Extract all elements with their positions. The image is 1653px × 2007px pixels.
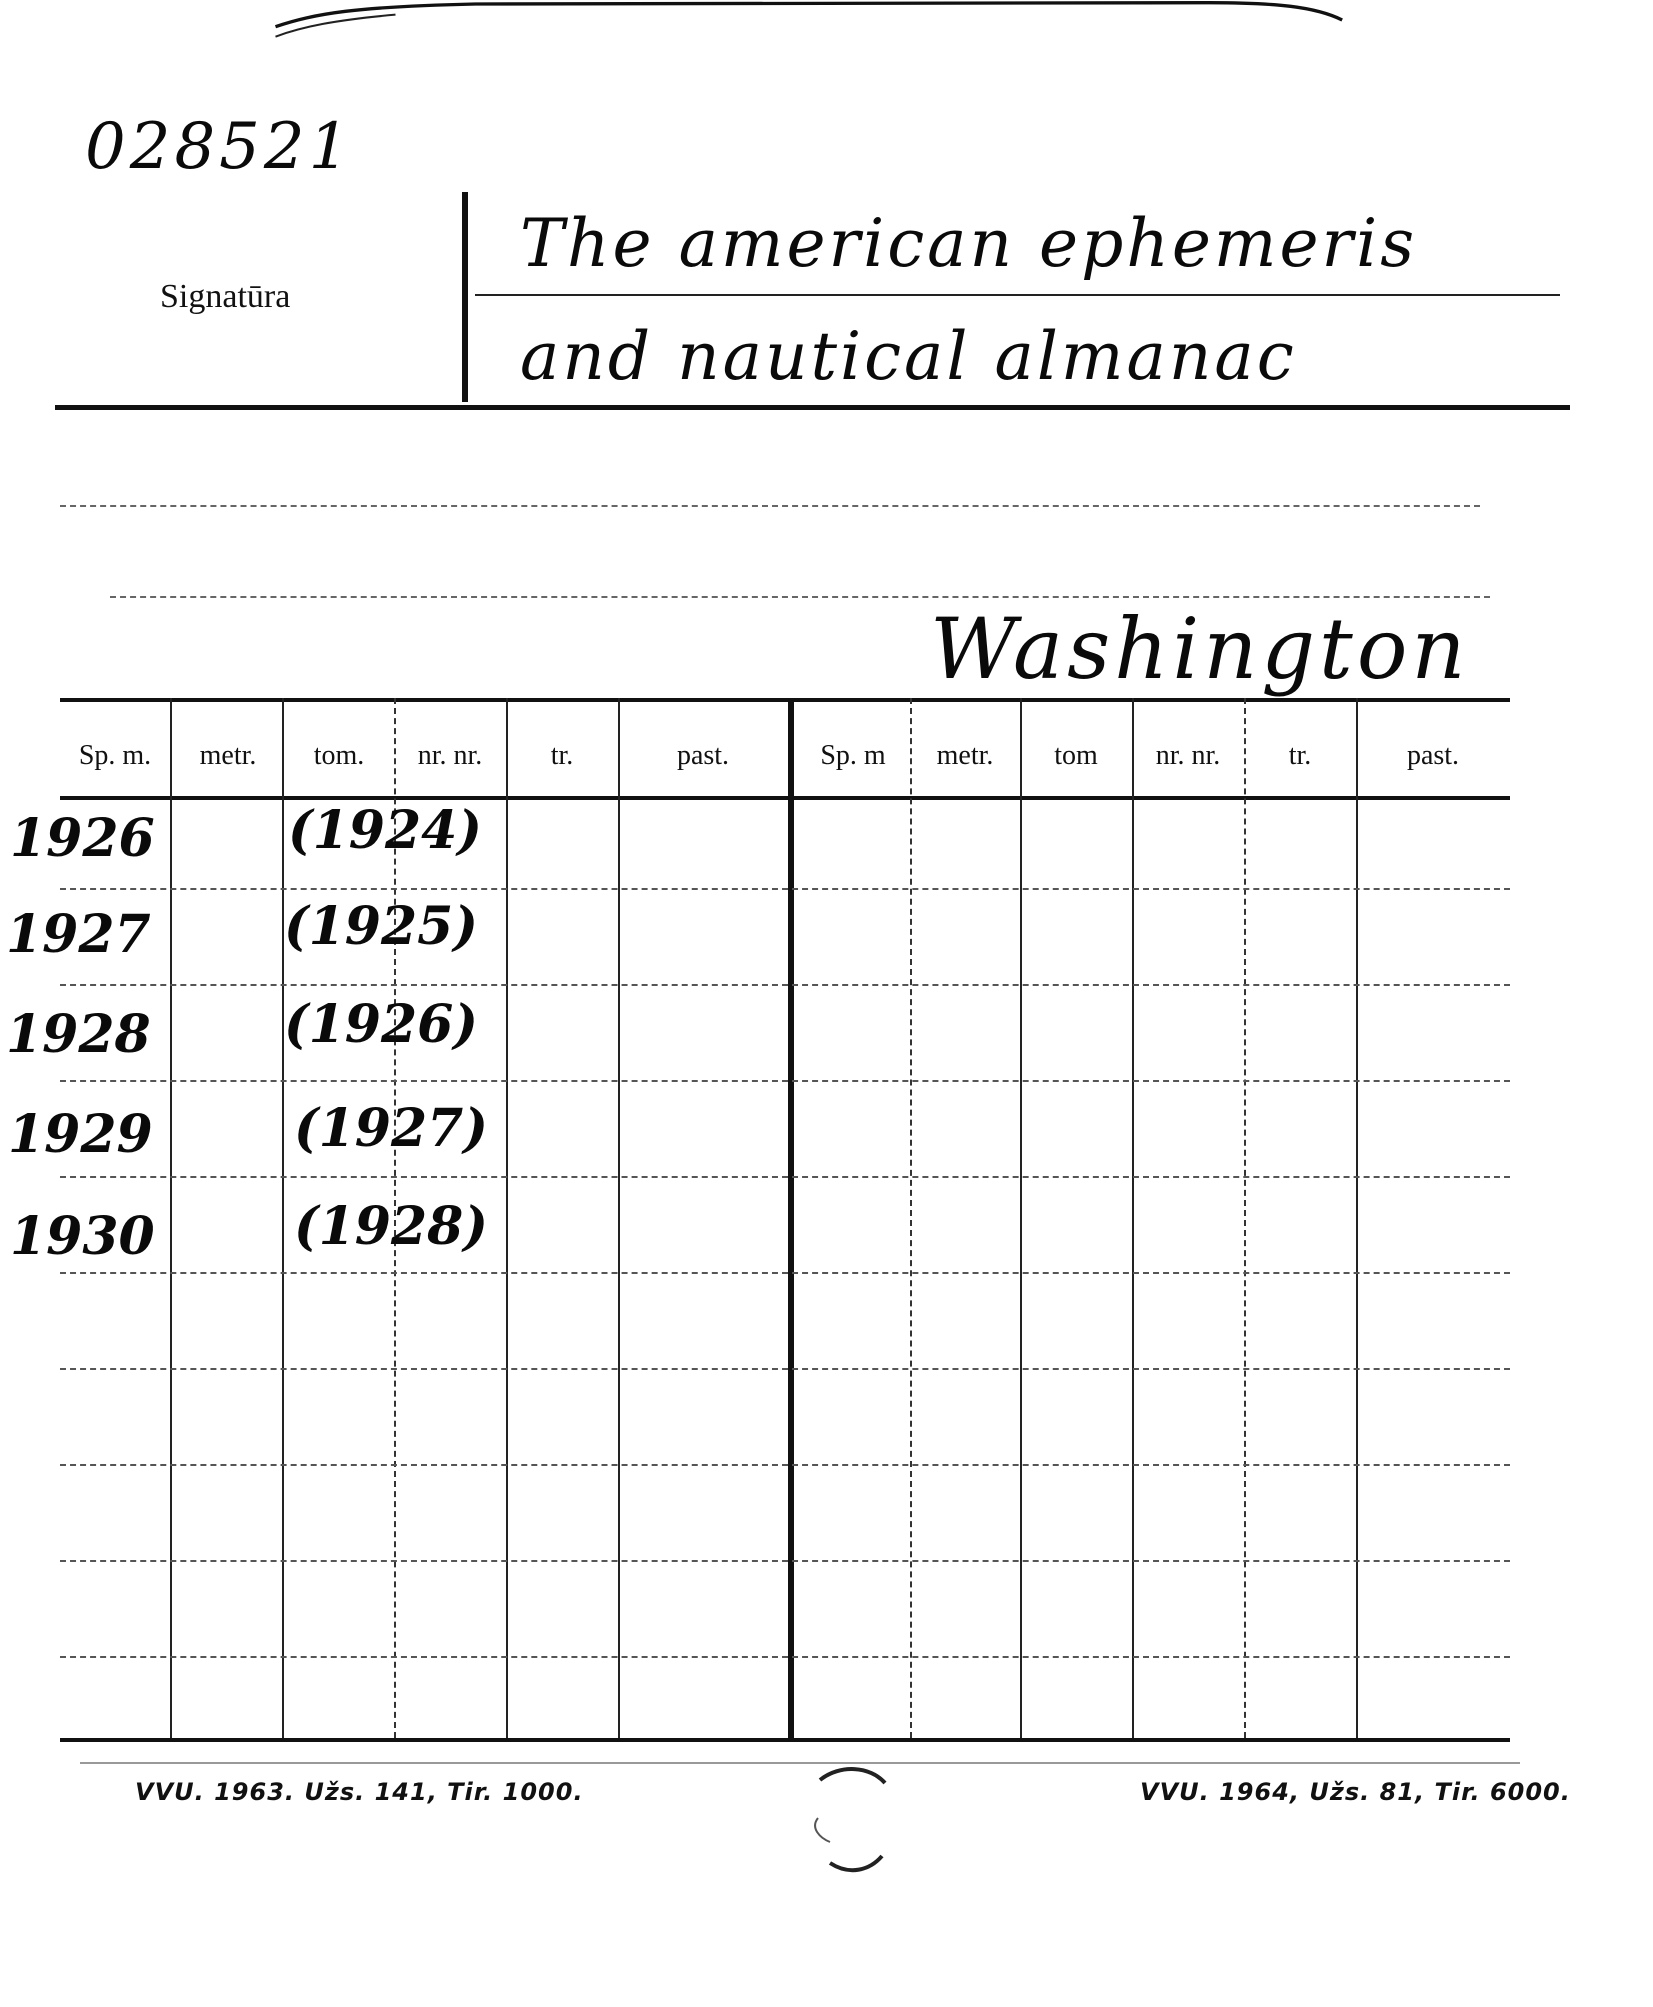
row-line (60, 1368, 1510, 1370)
row-year: 1929 (8, 1104, 153, 1165)
header-metr-2: metr. (936, 740, 994, 771)
row-year: 1928 (6, 1004, 151, 1065)
header-tr-2: tr. (1288, 740, 1312, 771)
row-volume: (1926) (284, 994, 478, 1055)
table-header-rule (60, 796, 1510, 800)
header-past: past. (676, 740, 730, 771)
row-year: 1926 (10, 808, 155, 869)
row-line (60, 1656, 1510, 1658)
col-divider (910, 698, 912, 1738)
col-divider (282, 698, 284, 1738)
col-divider (506, 698, 508, 1738)
row-line (60, 888, 1510, 890)
col-divider (1356, 698, 1358, 1738)
header-tom: tom. (313, 740, 365, 771)
row-line (60, 1560, 1510, 1562)
row-line (60, 1080, 1510, 1082)
header-sp-m: Sp. m. (78, 740, 152, 771)
header-tom-2: tom (1054, 740, 1098, 771)
row-year: 1930 (10, 1206, 155, 1267)
title-rule-1 (475, 294, 1560, 296)
title-line-2: and nautical almanac (520, 318, 1297, 395)
row-line (60, 1272, 1510, 1274)
header-tr: tr. (550, 740, 574, 771)
printer-imprint-right: VVU. 1964, Užs. 81, Tir. 6000. (1140, 1778, 1571, 1806)
col-divider (1132, 698, 1134, 1738)
row-line (60, 1176, 1510, 1178)
header-nr-nr-2: nr. nr. (1155, 740, 1221, 771)
punch-hole (790, 1758, 910, 1888)
call-number-label: Signatūra (160, 278, 291, 315)
call-number: 028521 (85, 110, 354, 184)
blank-line-1 (60, 505, 1480, 507)
center-divider (788, 698, 794, 1738)
holdings-table (60, 698, 1510, 1750)
row-line (60, 984, 1510, 986)
col-divider (618, 698, 620, 1738)
header-past-2: past. (1406, 740, 1460, 771)
row-year: 1927 (6, 904, 151, 965)
row-line (60, 1464, 1510, 1466)
table-bottom-rule (60, 1738, 1510, 1742)
title-line-1: The american ephemeris (520, 205, 1418, 282)
row-volume: (1927) (294, 1098, 488, 1159)
torn-top-edge (0, 0, 1653, 40)
col-divider (1244, 698, 1246, 1738)
header-nr-nr: nr. nr. (417, 740, 483, 771)
printer-imprint-left: VVU. 1963. Užs. 141, Tir. 1000. (135, 1778, 584, 1806)
header-divider (462, 192, 468, 402)
table-top-rule (60, 698, 1510, 702)
place-of-publication: Washington (930, 600, 1470, 698)
header-metr: metr. (199, 740, 257, 771)
col-divider (1020, 698, 1022, 1738)
row-volume: (1925) (284, 896, 478, 957)
row-volume: (1928) (294, 1196, 488, 1257)
blank-line-2 (110, 596, 1490, 598)
header-rule (55, 405, 1570, 410)
row-volume: (1924) (288, 800, 482, 861)
header-sp-m-2: Sp. m (820, 740, 886, 771)
col-divider (170, 698, 172, 1738)
